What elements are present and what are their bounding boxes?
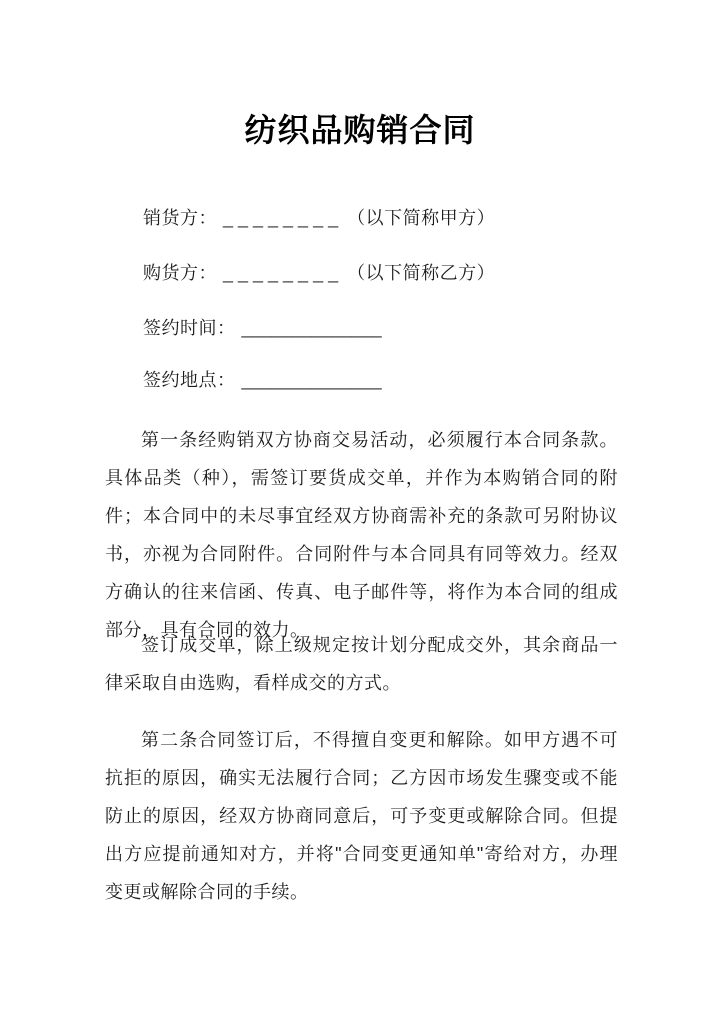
field-buyer bbox=[143, 259, 495, 287]
field-seller-label: 销货方： bbox=[143, 208, 217, 228]
field-buyer-blank-line: ________ bbox=[223, 263, 344, 283]
field-signing-time-blank-line: ______________ bbox=[241, 318, 382, 338]
field-signing-place bbox=[143, 366, 386, 394]
clause-two-paragraph: 第二条合同签订后，不得擅自变更和解除。如甲方遇不可抗拒的原因，确实无法履行合同；乙方因市场发生骤变或不能防止的原因，经双方协商同意后，可予变更或解除合同。但提出方应提前通知对方，并将"合同变更通知单"寄给对方，办理变更或解除合同的手续。 bbox=[105, 730, 618, 902]
field-buyer-label: 购货方： bbox=[143, 263, 217, 283]
document-title: 纺织品购销合同 bbox=[244, 112, 476, 148]
transaction-order-paragraph: 签订成交单，除上级规定按计划分配成交外，其余商品一律采取自由选购，看样成交的方式。 bbox=[105, 635, 618, 693]
field-seller bbox=[143, 204, 495, 232]
field-buyer-note: （以下简称乙方） bbox=[347, 263, 496, 283]
field-signing-time bbox=[143, 314, 386, 342]
clause-one-paragraph: 第一条经购销双方协商交易活动，必须履行本合同条款。具体品类（种），需签订要货成交单，并作为本购销合同的附件；本合同中的未尽事宜经双方协商需补充的条款可另附协议书，亦视为合同附件。合同附件与本合同具有同等效力。经双方确认的往来信函、传真、电子邮件等，将作为本合同的组成部分，具有合同的效力。 bbox=[105, 430, 618, 640]
field-signing-place-label: 签约地点： bbox=[143, 370, 236, 390]
field-seller-note: （以下简称甲方） bbox=[347, 208, 496, 228]
field-signing-place-blank-line: ______________ bbox=[241, 370, 382, 390]
field-seller-blank-line: ________ bbox=[223, 208, 344, 228]
field-signing-time-label: 签约时间： bbox=[143, 318, 236, 338]
